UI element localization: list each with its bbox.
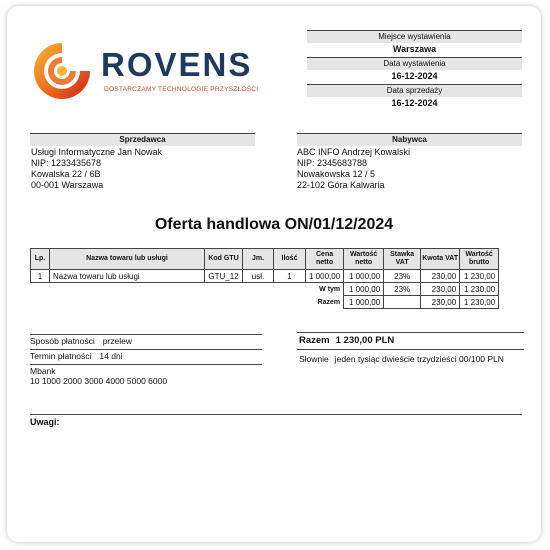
total-label: Razem <box>299 335 330 346</box>
table-row <box>31 270 499 283</box>
column-header: Kwota VAT <box>421 249 460 270</box>
cell-gtu: GTU_12 <box>205 270 243 283</box>
sale-date-label: Data sprzedaży <box>307 84 522 97</box>
items-table <box>30 248 499 309</box>
cell-vat-rate: 23% <box>384 270 421 283</box>
cell-price-net: 1 000,00 <box>306 270 344 283</box>
cell-value-net: 1 000,00 <box>344 270 384 283</box>
wtym-brutto: 1 230,00 <box>460 283 499 296</box>
column-header: Wartość netto <box>344 249 384 270</box>
column-header: Lp. <box>31 249 50 270</box>
wtym-netto: 1 000,00 <box>344 283 384 296</box>
wtym-vat-rate: 23% <box>384 283 421 296</box>
buyer-line: 22-102 Góra Kalwaria <box>297 180 385 190</box>
column-header: Stawka VAT <box>384 249 421 270</box>
column-header: Wartość brutto <box>460 249 499 270</box>
words-value: jeden tysiąc dwieście trzydzieści 00/100 PLN <box>334 354 504 364</box>
column-header: Cena netto <box>306 249 344 270</box>
document-title: Oferta handlowa ON/01/12/2024 <box>154 216 394 233</box>
total-value: 1 230,00 PLN <box>335 335 395 346</box>
issue-date-value: 16-12-2024 <box>391 71 438 81</box>
column-header: Ilość <box>274 249 306 270</box>
payment-method-label: Sposób płatności <box>30 336 95 346</box>
seller-line: NIP: 1233435678 <box>31 158 102 168</box>
cell-unit: usł. <box>243 270 274 283</box>
brand-tagline: DOSTARCZAMY TECHNOLOGIĘ PRZYSZŁOŚCI <box>104 86 259 93</box>
razem-brutto: 1 230,00 <box>460 296 499 309</box>
bank-label: Mbank <box>30 366 56 376</box>
seller-line: Usługi Informatyczne Jan Nowak <box>31 147 163 157</box>
payment-method-row <box>30 334 262 347</box>
issue-date-label: Data wystawienia <box>307 57 522 70</box>
document-page <box>7 6 541 542</box>
words-label: Słownie <box>299 354 329 364</box>
column-header: Jm. <box>243 249 274 270</box>
sale-date-value: 16-12-2024 <box>391 98 438 108</box>
wtym-vat: 230,00 <box>421 283 460 296</box>
amount-in-words <box>299 354 504 364</box>
cell-vat-amount: 230,00 <box>421 270 460 283</box>
cell-lp: 1 <box>31 270 50 283</box>
razem-vat-rate <box>384 296 421 309</box>
buyer-header: Nabywca <box>297 133 522 146</box>
payment-method-value: przelew <box>102 336 133 346</box>
seller-line: 00-001 Warszawa <box>31 180 104 190</box>
place-value: Warszawa <box>392 44 437 54</box>
seller-header: Sprzedawca <box>30 133 255 146</box>
razem-label: Razem <box>317 298 341 306</box>
brand-name: ROVENS <box>101 46 253 83</box>
payment-term-row <box>30 349 262 362</box>
wtym-label: W tym <box>319 285 341 293</box>
rovens-logo-icon <box>31 40 93 102</box>
buyer-line: NIP: 2345683788 <box>297 158 368 168</box>
cell-name: Nazwa towaru lub usługi <box>50 270 205 283</box>
cell-qty: 1 <box>274 270 306 283</box>
payment-term-value: 14 dni <box>99 351 123 361</box>
total-row <box>297 332 524 350</box>
razem-netto: 1 000,00 <box>344 296 384 309</box>
summary-row-razem <box>31 296 499 309</box>
payment-term-label: Termin płatności <box>30 351 92 361</box>
place-label: Miejsce wystawienia <box>307 30 522 43</box>
seller-line: Kowalska 22 / 6B <box>31 169 101 179</box>
razem-vat: 230,00 <box>421 296 460 309</box>
cell-value-gross: 1 230,00 <box>460 270 499 283</box>
buyer-line: Nowakowska 12 / 5 <box>297 169 376 179</box>
buyer-line: ABC INFO Andrzej Kowalski <box>297 147 411 157</box>
column-header: Kod GTU <box>205 249 243 270</box>
summary-row-wtym <box>31 283 499 296</box>
table-header-row <box>31 249 499 270</box>
notes-label: Uwagi: <box>30 414 522 427</box>
column-header: Nazwa towaru lub usługi <box>50 249 205 270</box>
bank-account: 10 1000 2000 3000 4000 5000 6000 <box>30 376 168 386</box>
